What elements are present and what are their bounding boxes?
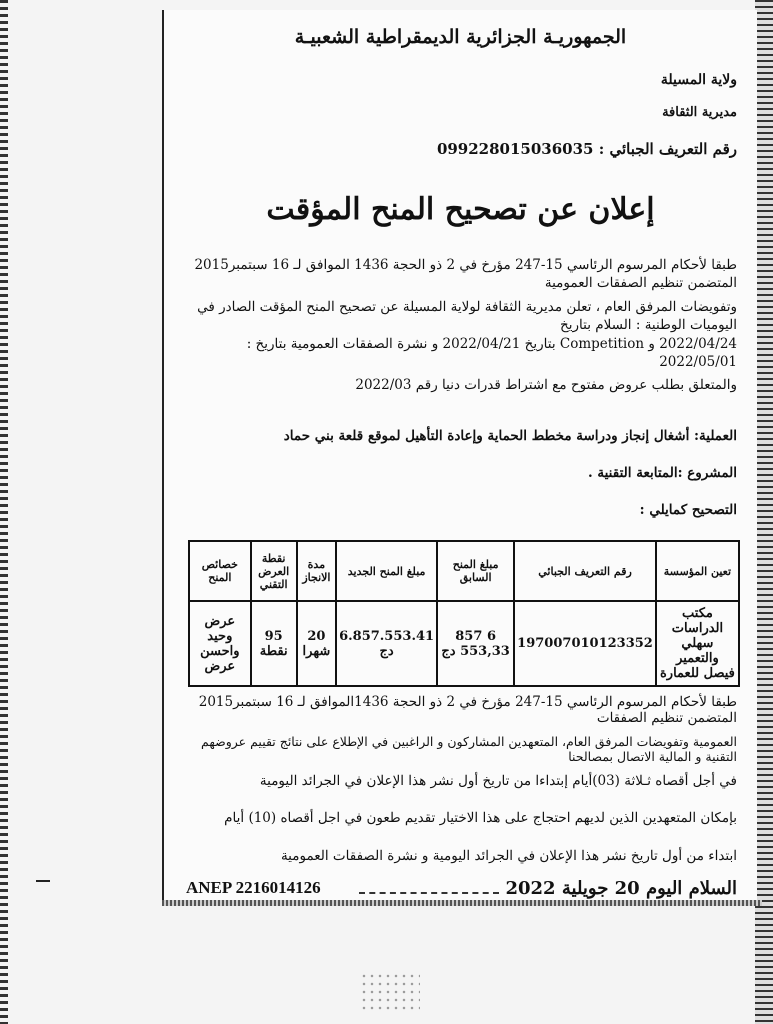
body-line: طبقا لأحكام المرسوم الرئاسي 15-247 مؤرخ في 2 ذو الحجة 1436الموافق لـ 16 سبتمبر2015 المتضمن تنظيم الصفقات (198, 694, 737, 726)
anep-code: ANEP 2216014126 (186, 878, 321, 897)
project-line: المشروع :المتابعة التقنية . (587, 465, 737, 481)
table-header: نقطة العرض التقني (251, 541, 297, 601)
table-cell: مكتب الدراسات سهلي والتعمير فيصل للعمارة (656, 601, 739, 686)
table-cell: 95 نقطة (251, 601, 297, 686)
operation-line: العملية: أشغال إنجاز ودراسة مخطط الحماية وإعادة التأهيل لموقع قلعة بني حماد (283, 428, 737, 444)
body-line: العمومية وتفويضات المرفق العام، المتعهدين المشاركون و الراغبين في الإطلاع على نتائج تقييم عروضهم التقنية و المالية الاتصال بمصالحنا (201, 734, 737, 764)
correction-line: التصحيح كمايلي : (639, 502, 737, 518)
table-header: مبلغ المنح الجديد (336, 541, 437, 601)
announcement-title: إعلان عن تصحيح المنح المؤقت (266, 192, 655, 227)
scan-left-edge (0, 0, 8, 1024)
table-cell: 197007010123352 (514, 601, 656, 686)
body-line: في أجل أقصاه ثـلاثة (03)أيام إبتداءا من تاريخ أول نشر هذا الإعلان في الجرائد اليومية (259, 773, 737, 789)
table-header: خصائص المنح (189, 541, 251, 601)
announcement-page (162, 10, 757, 900)
table-header: تعين المؤسسة (656, 541, 739, 601)
newspaper-date: السلام اليوم 20 جويلية 2022 (505, 878, 737, 899)
table-header-row (189, 541, 739, 601)
republic-header: الجمهوريـة الجزائرية الديمقراطية الشعبيـة (294, 26, 627, 48)
scan-mark (36, 880, 50, 882)
table-cell: 6 857 553,33 دج (437, 601, 514, 686)
table-row (189, 601, 739, 686)
footer-divider (359, 892, 499, 894)
wilaya-label: ولاية المسيلة (660, 72, 737, 88)
body-line: بإمكان المتعهدين الذين لديهم احتجاج على هذا الاختيار تقديم طعون في اجل أقصاه (10) أيام (224, 810, 737, 826)
scan-right-edge (755, 0, 773, 1024)
directorate-label: مديرية الثقافة (662, 105, 737, 120)
scan-bottom-edge (162, 900, 762, 906)
award-table (188, 540, 740, 687)
paragraph: 2022/04/24 و Competition بتاريخ 2022/04/21 و نشرة الصفقات العمومية بتاريخ : 2022/05/01 (246, 336, 737, 370)
table-cell: عرض وحيد واحسن عرض (189, 601, 251, 686)
table-cell: 6.857.553.41 دج (336, 601, 437, 686)
paragraph: والمتعلق بطلب عروض مفتوح مع اشتراط قدرات دنيا رقم 2022/03 (355, 377, 737, 393)
table-header: مبلغ المنح السابق (437, 541, 514, 601)
table-header: مدة الانجاز (297, 541, 336, 601)
table-cell: 20 شهرا (297, 601, 336, 686)
paragraph: وتفويضات المرفق العام ، تعلن مديرية الثقافة لولاية المسيلة عن تصحيح المنح المؤقت الصادر في اليوميات الوطنية : السلام بتاريخ (197, 299, 737, 333)
tax-id: رقم التعريف الجبائي : 099228015036035 (436, 140, 737, 158)
scan-dots (360, 972, 420, 1012)
body-line: ابتداء من أول تاريخ نشر هذا الإعلان في الجرائد اليومية و نشرة الصفقات العمومية (280, 848, 737, 864)
paragraph: طبقا لأحكام المرسوم الرئاسي 15-247 مؤرخ في 2 ذو الحجة 1436 الموافق لـ 16 سبتمبر2015 المتضمن تنظيم الصفقات العمومية (194, 257, 737, 291)
table-header: رقم التعريف الجبائي (514, 541, 656, 601)
